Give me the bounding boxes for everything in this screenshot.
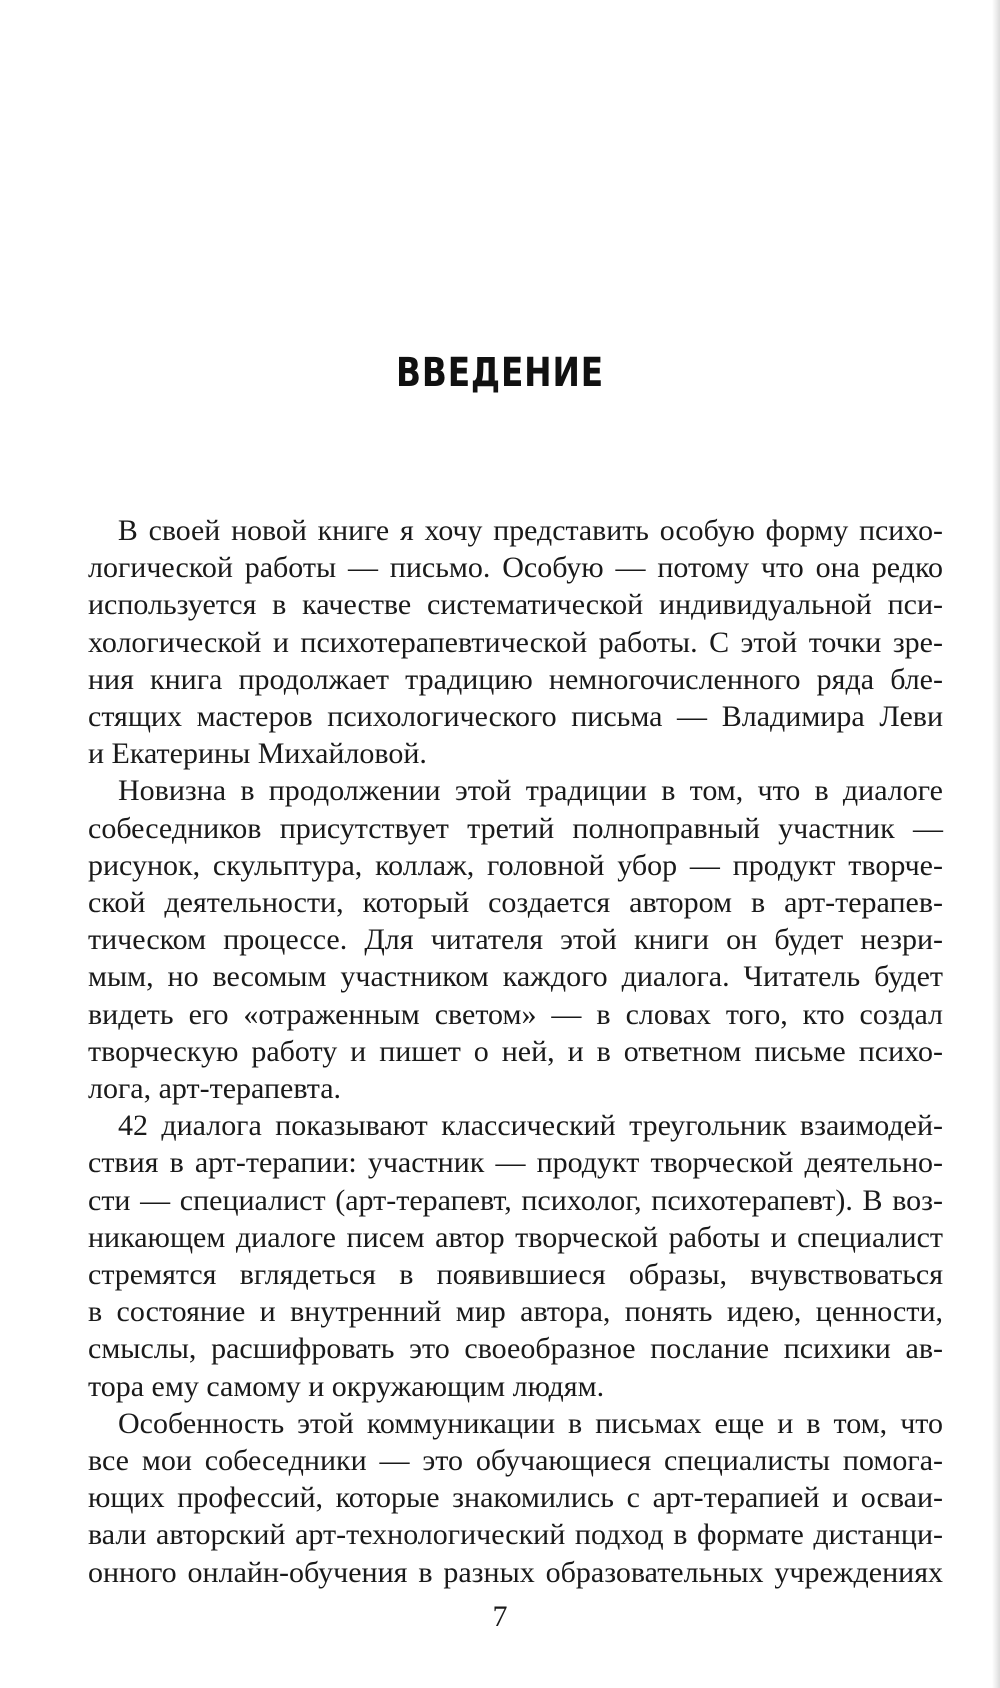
text-line: хологической и психотерапевтической работы. С этой точки зре- <box>88 625 943 659</box>
text-line: Новизна в продолжении этой традиции в том, что в диалоге <box>118 774 943 808</box>
text-line: видеть его «отраженным светом» — в словах того, кто создал <box>88 997 943 1031</box>
text-line: творческую работу и пишет о ней, и в ответном письме психо- <box>88 1034 943 1068</box>
body-text <box>88 512 943 1591</box>
paragraph-1 <box>88 512 943 772</box>
text-line: тическом процессе. Для читателя этой книги он будет незри- <box>88 923 943 957</box>
text-line: используется в качестве систематической индивидуальной пси- <box>88 588 943 622</box>
text-line: ния книга продолжает традицию немногочисленного ряда бле- <box>88 662 943 696</box>
text-line: все мои собеседники — это обучающиеся специалисты помога- <box>88 1444 943 1478</box>
text-line: онного онлайн-обучения в разных образовательных учреждениях <box>88 1555 943 1589</box>
text-line: ствия в арт-терапии: участник — продукт творческой деятельно- <box>88 1146 943 1180</box>
page-edge-shadow <box>992 0 1000 1688</box>
text-line: ющих профессий, которые знакомились с арт-терапией и осваи- <box>88 1481 943 1515</box>
text-line: логической работы — письмо. Особую — потому что она редко <box>88 551 943 585</box>
text-line: В своей новой книге я хочу представить особую форму психо- <box>117 514 943 547</box>
chapter-heading: ВВЕДЕНИЕ <box>396 350 604 396</box>
text-line: стящих мастеров психологического письма — Владимира Леви <box>88 700 943 734</box>
text-line: ской деятельности, который создается автором в арт-терапев- <box>88 886 943 920</box>
text-line: Особенность этой коммуникации в письмах еще и в том, что <box>118 1406 943 1440</box>
text-line: и Екатерины Михайловой. <box>88 737 427 771</box>
text-line: 42 диалога показывают классический треугольник взаимодей- <box>117 1109 943 1143</box>
text-line: сти — специалист (арт-терапевт, психолог, психотерапевт). В воз- <box>88 1183 943 1217</box>
paragraph-2 <box>88 772 943 1107</box>
text-line: в состояние и внутренний мир автора, понять идею, ценности, <box>88 1295 943 1329</box>
text-line: рисунок, скульптура, коллаж, головной убор — продукт творче- <box>88 848 943 882</box>
text-line: смыслы, расшифровать это своеобразное послание психики ав- <box>88 1332 943 1366</box>
text-line: лога, арт-терапевта. <box>88 1072 342 1106</box>
paragraph-4 <box>88 1405 943 1591</box>
text-line: тора ему самому и окружающим людям. <box>88 1369 605 1403</box>
text-line: никающем диалоге писем автор творческой работы и специалист <box>88 1220 943 1254</box>
text-line: стремятся вглядеться в появившиеся образы, вчувствоваться <box>88 1258 943 1292</box>
paragraph-3 <box>88 1107 943 1405</box>
text-line: мым, но весомым участником каждого диалога. Читатель будет <box>88 960 943 994</box>
text-line: вали авторский арт-технологический подход в формате дистанци- <box>88 1518 943 1552</box>
page-number: 7 <box>492 1600 508 1633</box>
text-line: собеседников присутствует третий полноправный участник — <box>88 811 943 845</box>
